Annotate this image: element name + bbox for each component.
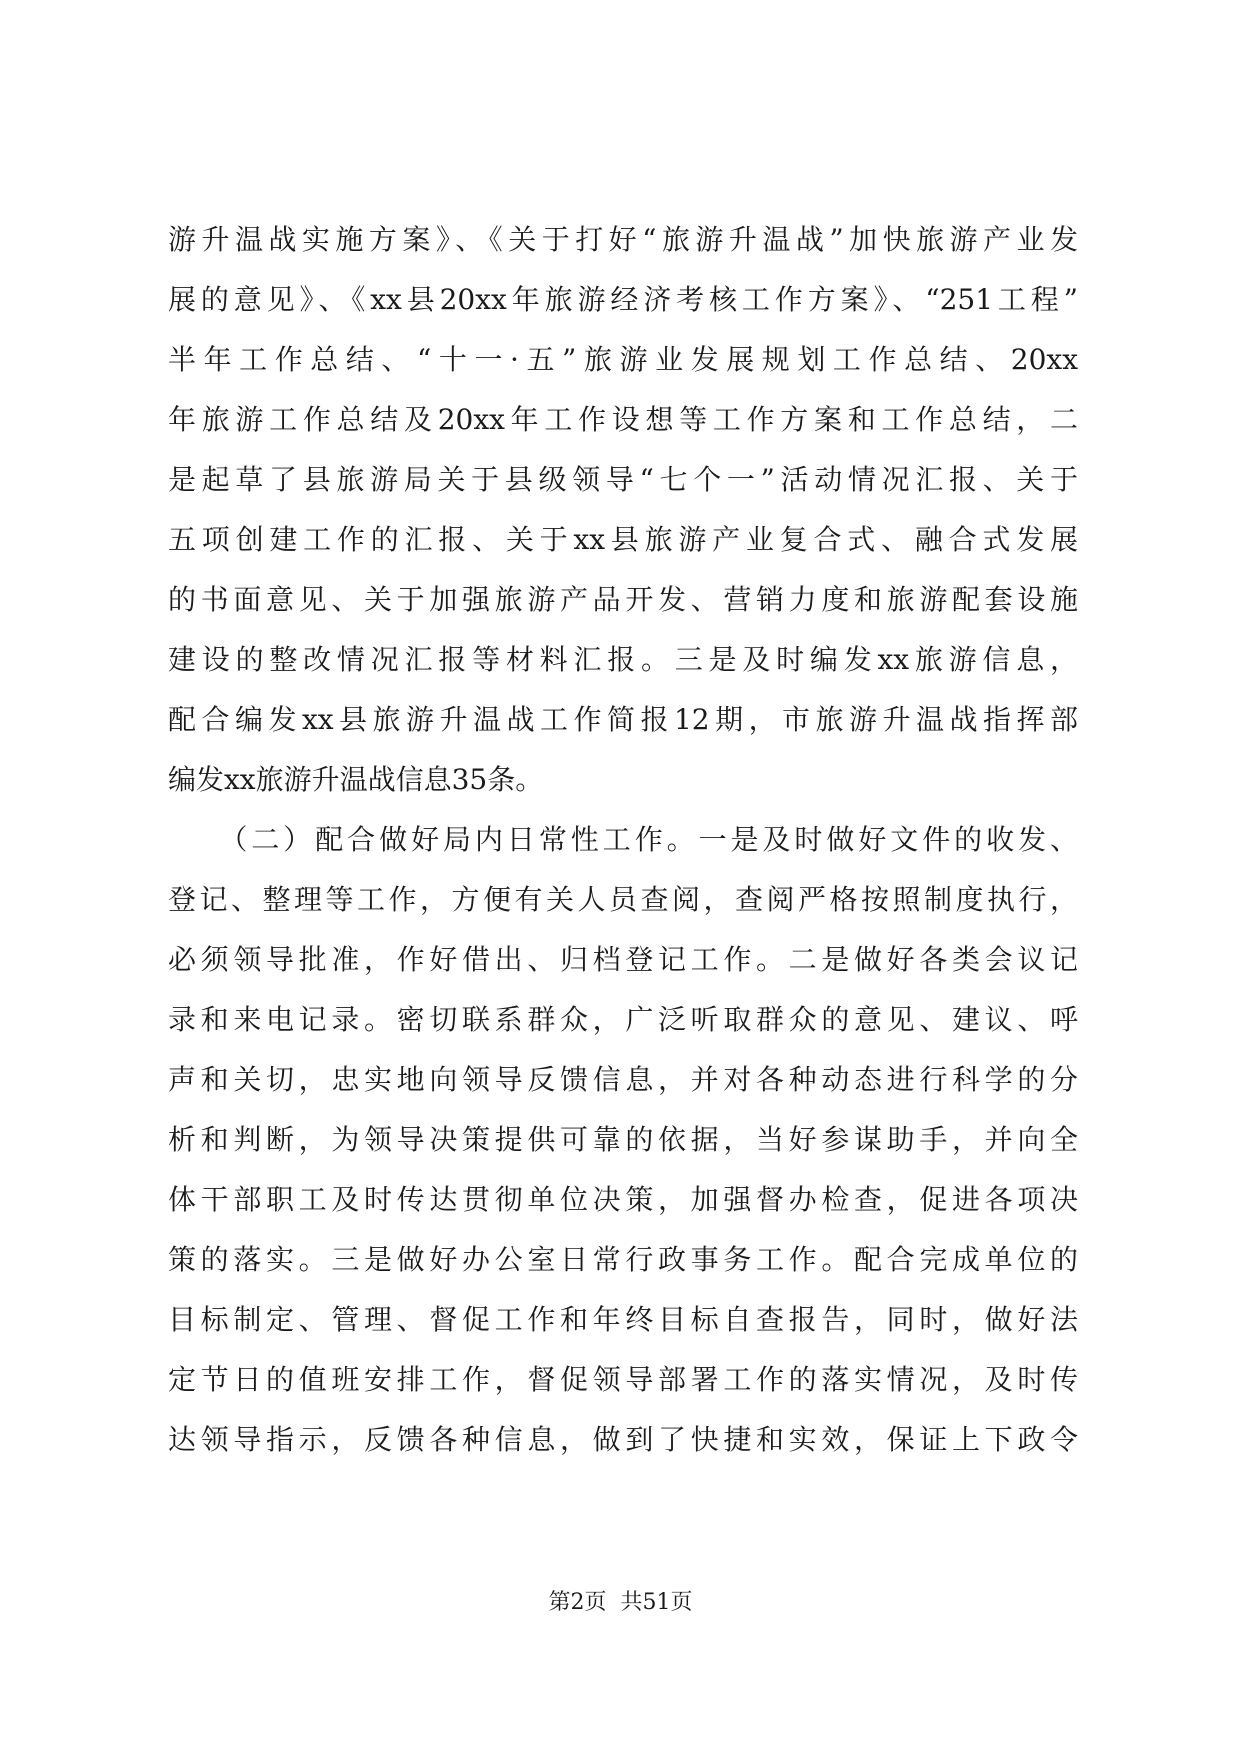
text-line: 声和关切，忠实地向领导反馈信息，并对各种动态进行科学的分 bbox=[168, 1063, 1078, 1096]
text-line: 建设的整改情况汇报等材料汇报。三是及时编发xx旅游信息， bbox=[168, 643, 1078, 676]
text-line: 录和来电记录。密切联系群众，广泛听取群众的意见、建议、呼 bbox=[168, 1003, 1078, 1036]
body-text bbox=[168, 210, 1078, 1470]
text-line: 五项创建工作的汇报、关于xx县旅游产业复合式、融合式发展 bbox=[168, 523, 1078, 556]
text-line: 展的意见》、《xx县20xx年旅游经济考核工作方案》、“251工程” bbox=[168, 283, 1078, 316]
text-line: 游升温战实施方案》、《关于打好“旅游升温战”加快旅游产业发 bbox=[168, 223, 1078, 256]
text-line: （二）配合做好局内日常性工作。一是及时做好文件的收发、 bbox=[168, 823, 1078, 856]
paragraph-1 bbox=[168, 210, 1078, 810]
text-line: 半年工作总结、“十一·五”旅游业发展规划工作总结、20xx bbox=[168, 343, 1078, 376]
text-line: 目标制定、管理、督促工作和年终目标自查报告，同时，做好法 bbox=[168, 1303, 1078, 1336]
text-line: 体干部职工及时传达贯彻单位决策，加强督办检查，促进各项决 bbox=[168, 1183, 1078, 1216]
text-line: 必须领导批准，作好借出、归档登记工作。二是做好各类会议记 bbox=[168, 943, 1078, 976]
paragraph-2 bbox=[168, 810, 1078, 1470]
text-line: 达领导指示，反馈各种信息，做到了快捷和实效，保证上下政令 bbox=[168, 1423, 1078, 1456]
page-number-footer: 第2页 共51页 bbox=[548, 1590, 693, 1615]
text-line: 策的落实。三是做好办公室日常行政事务工作。配合完成单位的 bbox=[168, 1243, 1078, 1276]
text-line: 年旅游工作总结及20xx年工作设想等工作方案和工作总结，二 bbox=[168, 403, 1078, 436]
text-line: 是起草了县旅游局关于县级领导“七个一”活动情况汇报、关于 bbox=[168, 463, 1078, 496]
text-line: 登记、整理等工作，方便有关人员查阅，查阅严格按照制度执行， bbox=[168, 883, 1078, 916]
text-line: 定节日的值班安排工作，督促领导部署工作的落实情况，及时传 bbox=[168, 1363, 1078, 1396]
text-line: 编发xx旅游升温战信息35条。 bbox=[168, 763, 544, 796]
text-line: 析和判断，为领导决策提供可靠的依据，当好参谋助手，并向全 bbox=[168, 1123, 1078, 1156]
text-line: 的书面意见、关于加强旅游产品开发、营销力度和旅游配套设施 bbox=[168, 583, 1078, 616]
text-line: 配合编发xx县旅游升温战工作简报12期，市旅游升温战指挥部 bbox=[168, 703, 1078, 736]
